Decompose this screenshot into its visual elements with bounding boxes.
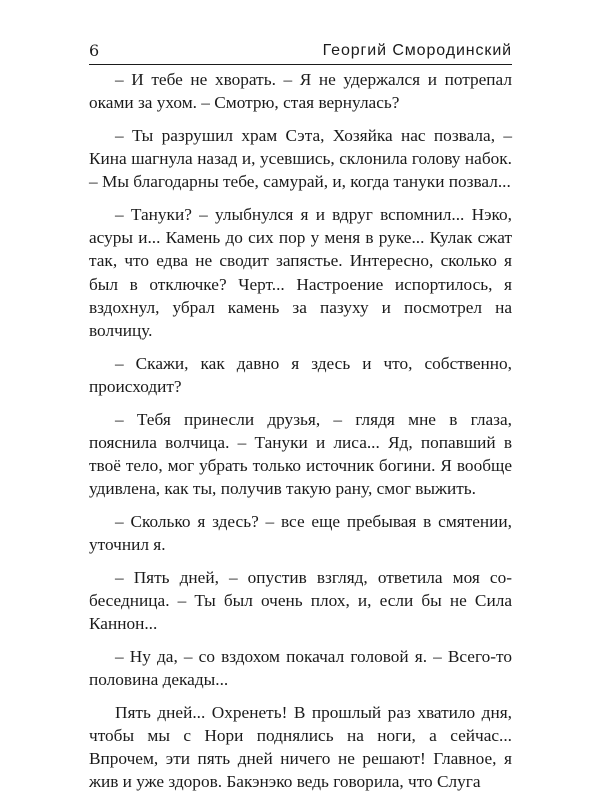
page-number: 6 [89, 41, 100, 60]
page-header [89, 40, 512, 64]
paragraph: – Тануки? – улыбнулся я и вдруг вспомнил... Нэко, асуры и... Камень до сих пор у меня в руке... Кулак сжат так, что едва не сводит запястье. Интересно, сколько я был в отключке? Черт... Настроение испортилось, я вздохнул, убрал камень за пазуху и посмотрел на волчицу. [89, 205, 512, 341]
paragraph: – Ну да, – со вздохом покачал головой я. – Всего-то половина декады... [89, 646, 512, 690]
paragraph: – Скажи, как давно я здесь и что, собственно, происходит? [89, 353, 512, 396]
header-rule [89, 64, 512, 65]
paragraph: – И тебе не хворать. – Я не удержался и потрепал оками за ухом. – Смотрю, стая вернулась? [89, 70, 512, 113]
running-head-author: Георгий Смородинский [322, 42, 512, 59]
paragraph: – Сколько я здесь? – все еще пребывая в смятении, уточнил я. [89, 511, 512, 555]
paragraph: Пять дней... Охренеть! В прошлый раз хватило дня, чтобы мы с Нори поднялись на ноги, а сейчас... Впрочем, эти пять дней ничего не решают! Главное, я жив и уже здоров. Бакэнэко ведь говорила, что Слуга [89, 702, 512, 792]
paragraph: – Ты разрушил храм Сэта, Хозяйка нас позвала, – Кина шагнула назад и, усевшись, склонила голову набок. – Мы благодарны тебе, самурай, и, когда тануки позвал... [89, 125, 512, 192]
paragraph: – Пять дней, – опустив взгляд, ответила моя собеседница. – Ты был очень плох, и, если бы не Сила Каннон... [89, 567, 512, 634]
paragraph: – Тебя принесли друзья, – глядя мне в глаза, пояснила волчица. – Тануки и лиса... Яд, попавший в твоё тело, мог убрать только источник богини. Я вообще удивлена, как ты, получив такую рану, смог выжить. [89, 409, 512, 499]
body-text [89, 68, 512, 803]
